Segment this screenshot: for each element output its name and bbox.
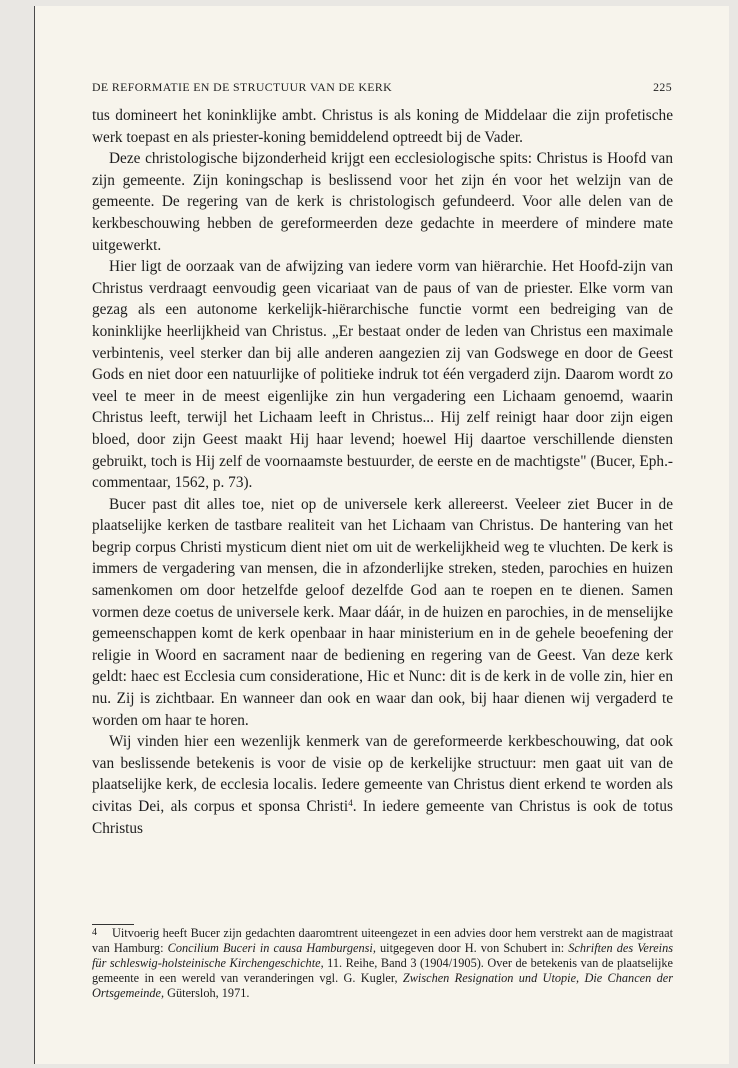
paragraph xyxy=(92,731,673,839)
footnote-title: Schriften des Vereins für schleswig-holsteinische Kirchengeschichte, xyxy=(92,940,673,970)
footnote-number: 4 xyxy=(92,927,97,938)
footnote-title: Zwischen Resignation und Utopie, Die Chancen der Ortsgemeinde, xyxy=(92,970,673,1000)
footnote-divider xyxy=(92,924,134,925)
paragraph: Deze christologische bijzonderheid krijgt een ecclesiologische spits: Christus is Hoofd van zijn gemeente. Zijn koningschap is beslissend voor het zijn én voor het welzijn van de gemeente. De regering van de kerk is christologisch gefundeerd. Voor alle delen van de kerkbeschouwing hebben de gereformeerden deze gedachte in meerdere of mindere mate uitgewerkt. xyxy=(92,150,673,254)
footnote-text: Gütersloh, 1971. xyxy=(164,985,250,1000)
footnote-text: Uitvoerig heeft Bucer zijn gedachten daaromtrent uiteengezet in een advies door hem verstrekt aan de magistraat van Hamburg: xyxy=(92,926,673,955)
footnote-reference: 4 xyxy=(348,798,353,808)
paragraph: Bucer past dit alles toe, niet op de universele kerk allereerst. Veeleer ziet Bucer in de plaatselijke kerken de tastbare realiteit van het Lichaam van Christus. De hantering van het begrip corpus Christi mysticum dient niet om uit de werkelijkheid weg te vluchten. De kerk is immers de vergadering van mensen, die in afzonderlijke streken, steden, parochies en huizen samenkomen om door hetzelfde geloof dezelfde God aan te roepen en te dienen. Samen vormen deze coetus de universele kerk. Maar dáár, in de huizen en parochies, in de menselijke gemeenschappen komt de kerk openbaar in haar ministerium en in de gehele beoefening der religie in Woord en sacrament naar de bediening en regering van de Geest. Van deze kerk geldt: haec est Ecclesia cum consideratione, Hic et Nunc: dit is de kerk in de volle zin, hier en nu. Zij is zichtbaar. En wanneer dan ook en waar dan ook, bij haar dienen wij vergaderd te worden om haar te horen. xyxy=(92,495,673,729)
footnote xyxy=(92,926,673,1001)
paragraph: tus domineert het koninklijke ambt. Christus is als koning de Middelaar die zijn profetische werk toepast en als priester-koning bemiddelend optreedt bij de Vader. xyxy=(92,107,673,146)
page-number: 225 xyxy=(653,80,672,94)
paragraph-text: Wij vinden hier een wezenlijk kenmerk van de gereformeerde kerkbeschouwing, dat ook van beslissende betekenis is voor de visie op de kerkelijke structuur: men gaat uit van de plaatselijke kerk, de ecclesia localis. Iedere gemeente van Christus dient erkend te worden als civitas Dei, als corpus et sponsa Christi xyxy=(92,733,673,815)
running-title: DE REFORMATIE EN DE STRUCTUUR VAN DE KERK xyxy=(92,80,393,94)
paragraph-text-cont: . In iedere gemeente van Christus is ook de totus Christus xyxy=(92,798,673,837)
running-header xyxy=(92,80,672,95)
book-page xyxy=(34,6,729,1064)
footnote-text: uitgegeven door H. von Schubert in: xyxy=(375,940,569,955)
footnote-text: 11. Reihe, Band 3 (1904/1905). Over de betekenis van de plaatselijke gemeente in een wereld van veranderingen vgl. G. Kugler, xyxy=(92,955,673,985)
paragraph: Hier ligt de oorzaak van de afwijzing van iedere vorm van hiërarchie. Het Hoofd-zijn van Christus verdraagt eenvoudig geen vicariaat van de paus of van de priester. Elke vorm van gezag als een autonome kerkelijk-hiërarchische functie vormt een bedreiging van de koninklijke heerlijkheid van Christus. „Er bestaat onder de leden van Christus een maximale verbintenis, veel sterker dan bij alle anderen aangezien zij van Godswege en door de Geest Gods en niet door een natuurlijke of politieke indruk tot één vergaderd zijn. Daarom wordt zo veel te meer in de meest eigenlijke zin hun vergadering een Lichaam genoemd, waarin Christus leeft, terwijl het Lichaam leeft in Christus... Hij zelf reinigt haar door zijn eigen bloed, door zijn Geest maakt Hij haar levend; hoewel Hij daartoe verschillende diensten gebruikt, toch is Hij zelf de voornaamste bestuurder, de eerste en de machtigste" (Bucer, Eph.-commentaar, 1562, p. 73). xyxy=(92,258,673,492)
body-text xyxy=(92,105,673,839)
footnote-title: Concilium Buceri in causa Hamburgensi, xyxy=(167,940,376,955)
